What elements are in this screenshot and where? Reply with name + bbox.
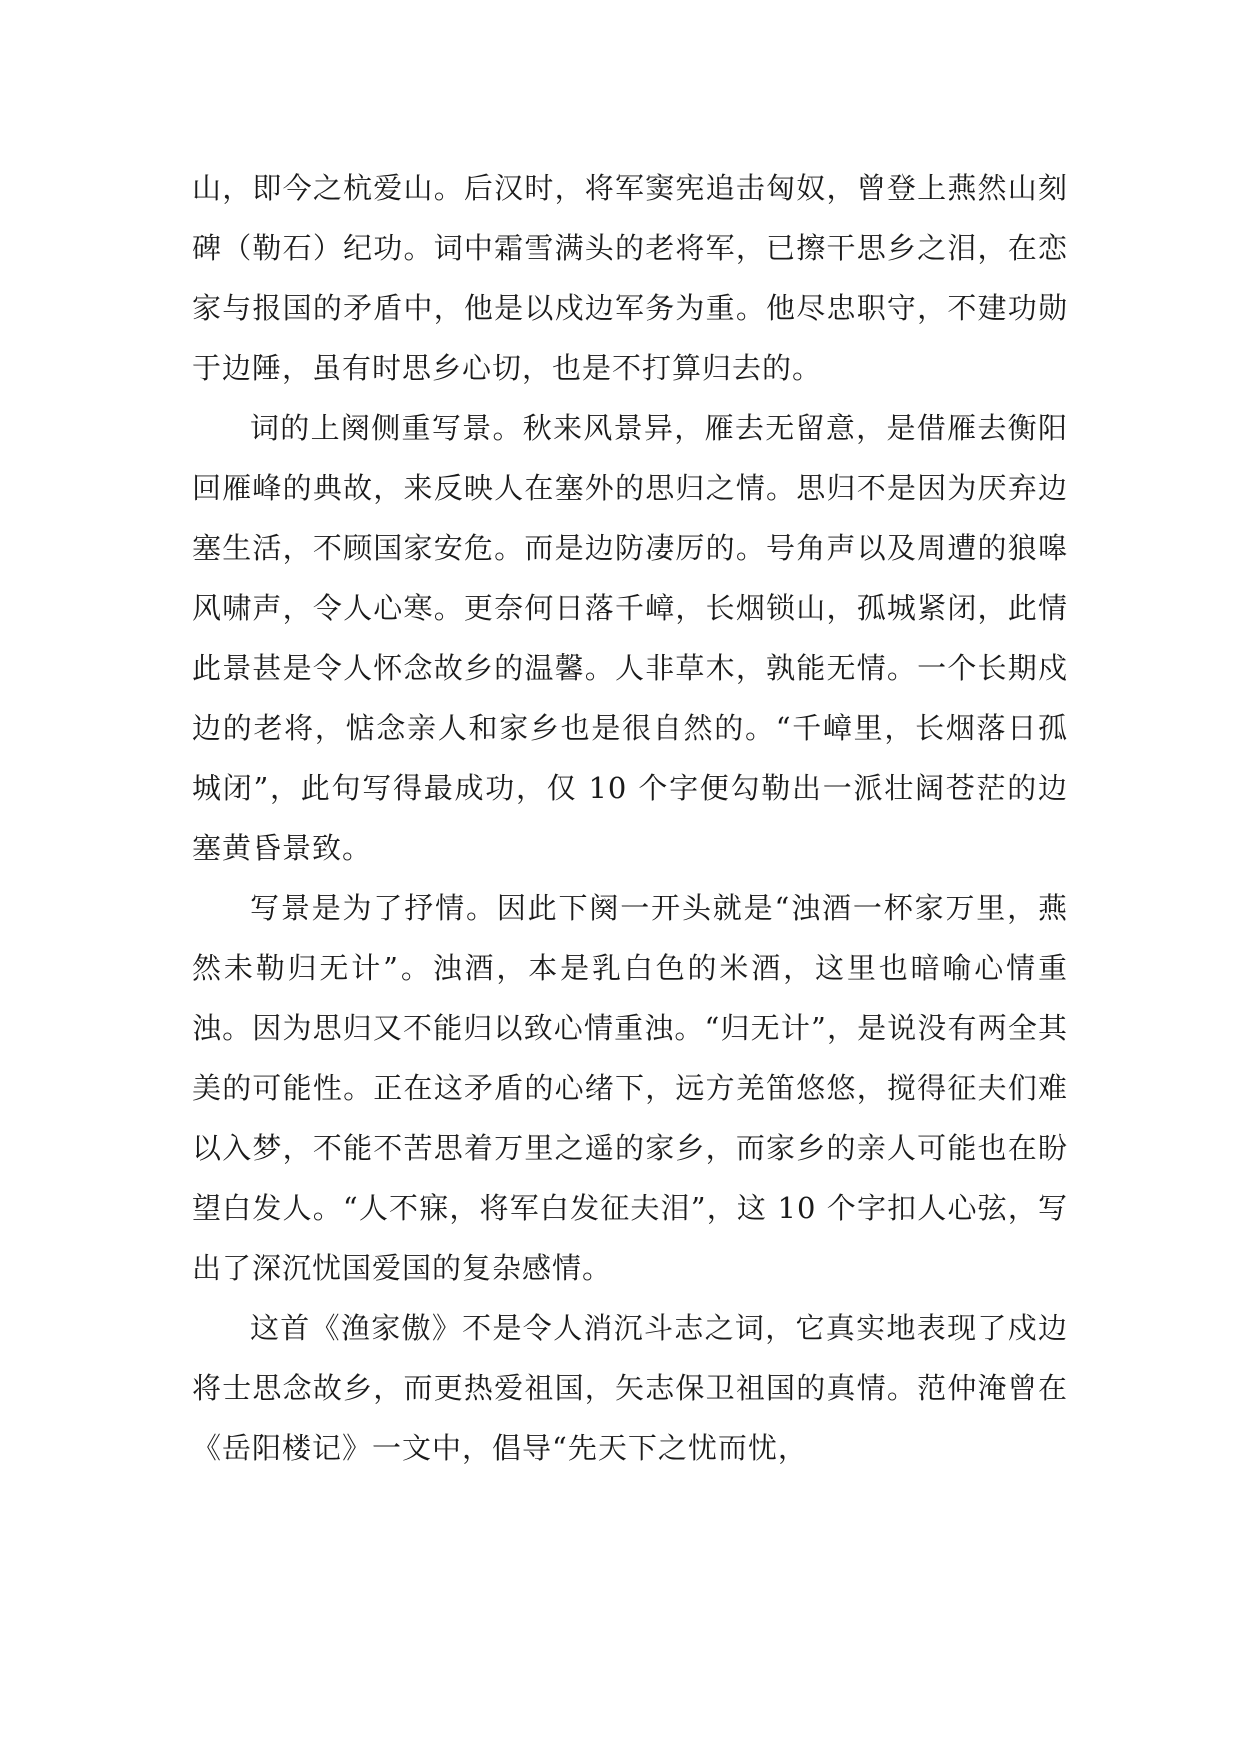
paragraph-2: 词的上阕侧重写景。秋来风景异，雁去无留意，是借雁去衡阳回雁峰的典故，来反映人在塞外的思归之情。思归不是因为厌弃边塞生活，不顾国家安危。而是边防凄厉的。号角声以及周遭的狼嗥风啸声，令人心寒。更奈何日落千嶂，长烟锁山，孤城紧闭，此情此景甚是令人怀念故乡的温馨。人非草木，孰能无情。一个长期戍边的老将，惦念亲人和家乡也是很自然的。“千嶂里，长烟落日孤城闭”，此句写得最成功，仅 10 个字便勾勒出一派壮阔苍茫的边塞黄昏景致。 (192, 411, 1068, 865)
paragraph-1: 山，即今之杭爱山。后汉时，将军窦宪追击匈奴，曾登上燕然山刻碑（勒石）纪功。词中霜雪满头的老将军，已擦干思乡之泪，在恋家与报国的矛盾中，他是以戍边军务为重。他尽忠职守，不建功勋于边陲，虽有时思乡心切，也是不打算归去的。 (192, 171, 1068, 385)
document-page (192, 158, 1068, 1478)
paragraph-3: 写景是为了抒情。因此下阕一开头就是“浊酒一杯家万里，燕然未勒归无计”。浊酒，本是乳白色的米酒，这里也暗喻心情重浊。因为思归又不能归以致心情重浊。“归无计”，是说没有两全其美的可能性。正在这矛盾的心绪下，远方羌笛悠悠，搅得征夫们难以入梦，不能不苦思着万里之遥的家乡，而家乡的亲人可能也在盼望白发人。“人不寐，将军白发征夫泪”，这 10 个字扣人心弦，写出了深沉忧国爱国的复杂感情。 (192, 891, 1068, 1285)
paragraph-4: 这首《渔家傲》不是令人消沉斗志之词，它真实地表现了戍边将士思念故乡，而更热爱祖国，矢志保卫祖国的真情。范仲淹曾在《岳阳楼记》一文中，倡导“先天下之忧而忧， (192, 1311, 1068, 1465)
